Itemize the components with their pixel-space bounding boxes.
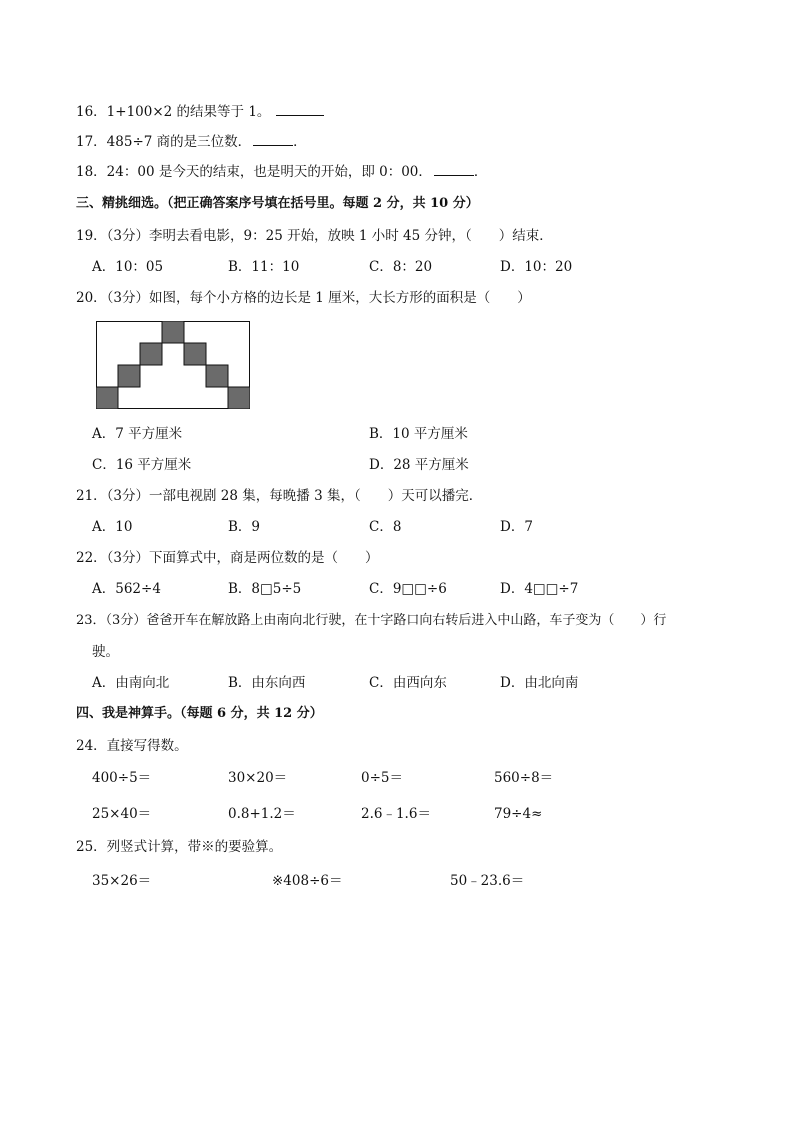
option-d[interactable]: D．4□□÷7 (500, 581, 579, 597)
option-d[interactable]: D．由北向南 (500, 675, 579, 691)
calc-item: 35×26＝ (92, 873, 152, 889)
calc-item: 0.8+1.2＝ (228, 806, 296, 822)
option-a[interactable]: A．562÷4 (92, 581, 161, 597)
option-c[interactable]: C．16 平方厘米 (92, 457, 192, 473)
shaded-grid-cell (184, 343, 206, 365)
calc-item: 30×20＝ (228, 770, 288, 786)
answer-blank-16[interactable] (276, 103, 324, 116)
shaded-grid-cell (96, 387, 118, 409)
question-23-line-2: 驶。 (92, 644, 119, 660)
answer-blank-17[interactable] (253, 133, 293, 146)
section-3-heading: 三、精挑细选。（把正确答案序号填在括号里。每题 2 分，共 10 分） (76, 196, 479, 211)
calc-item: 560÷8＝ (494, 770, 554, 786)
shaded-grid-cell (118, 365, 140, 387)
calc-item: 25×40＝ (92, 806, 152, 822)
option-b[interactable]: B．11：10 (228, 259, 300, 275)
calc-item: 79÷4≈ (494, 806, 543, 822)
section-4-heading: 四、我是神算手。（每题 6 分，共 12 分） (76, 706, 323, 721)
calc-item: 2.6﹣1.6＝ (361, 806, 431, 822)
question-16 (76, 103, 324, 121)
option-d[interactable]: D．7 (500, 519, 533, 535)
option-d[interactable]: D．10：20 (500, 259, 573, 275)
option-a[interactable]: A．7 平方厘米 (92, 426, 183, 442)
answer-blank-18[interactable] (434, 163, 474, 176)
option-b[interactable]: B．8□5÷5 (228, 581, 302, 597)
question-22: 22．（3分）下面算式中，商是两位数的是（ ） (76, 550, 379, 566)
question-18-end: ． (473, 164, 488, 180)
option-c[interactable]: C．8：20 (369, 259, 433, 275)
shaded-grid-cell (206, 365, 228, 387)
shaded-grid-cell (228, 387, 250, 409)
question-18-text: 18．24：00 是今天的结束，也是明天的开始，即 0：00． (76, 164, 432, 180)
option-a[interactable]: A．10：05 (92, 259, 164, 275)
shaded-grid-cell (140, 343, 162, 365)
shaded-grid-cell (162, 321, 184, 343)
option-a[interactable]: A．由南向北 (92, 675, 170, 691)
option-c[interactable]: C．9□□÷6 (369, 581, 447, 597)
option-a[interactable]: A．10 (92, 519, 133, 535)
calc-item: 0÷5＝ (361, 770, 403, 786)
question-18 (76, 163, 487, 181)
question-16-text: 16．1+100×2 的结果等于 1。 (76, 104, 271, 120)
option-b[interactable]: B．9 (228, 519, 261, 535)
question-25: 25．列竖式计算，带※的要验算。 (76, 839, 283, 855)
question-21: 21．（3分）一部电视剧 28 集，每晚播 3 集，（ ）天可以播完． (76, 488, 483, 504)
option-b[interactable]: B．10 平方厘米 (369, 426, 468, 442)
question-20: 20．（3分）如图，每个小方格的边长是 1 厘米，大长方形的面积是（ ） (76, 290, 531, 306)
option-d[interactable]: D．28 平方厘米 (369, 457, 469, 473)
question-17-text: 17．485÷7 商的是三位数． (76, 134, 252, 150)
calc-item: ※408÷6＝ (272, 873, 343, 889)
option-c[interactable]: C．8 (369, 519, 402, 535)
question-17 (76, 133, 307, 151)
calc-item: 400÷5＝ (92, 770, 152, 786)
calc-item: 50﹣23.6＝ (450, 873, 525, 889)
question-17-end: ． (293, 134, 307, 150)
question-19: 19．（3分）李明去看电影，9：25 开始，放映 1 小时 45 分钟，（ ）结束． (76, 228, 553, 244)
option-c[interactable]: C．由西向东 (369, 675, 447, 691)
question-24: 24．直接写得数。 (76, 738, 188, 754)
option-b[interactable]: B．由东向西 (228, 675, 306, 691)
question-23-line-1: 23．（3分）爸爸开车在解放路上由南向北行驶，在十字路口向右转后进入中山路，车子变为（ ）行 (76, 613, 667, 628)
grid-figure (96, 321, 250, 409)
